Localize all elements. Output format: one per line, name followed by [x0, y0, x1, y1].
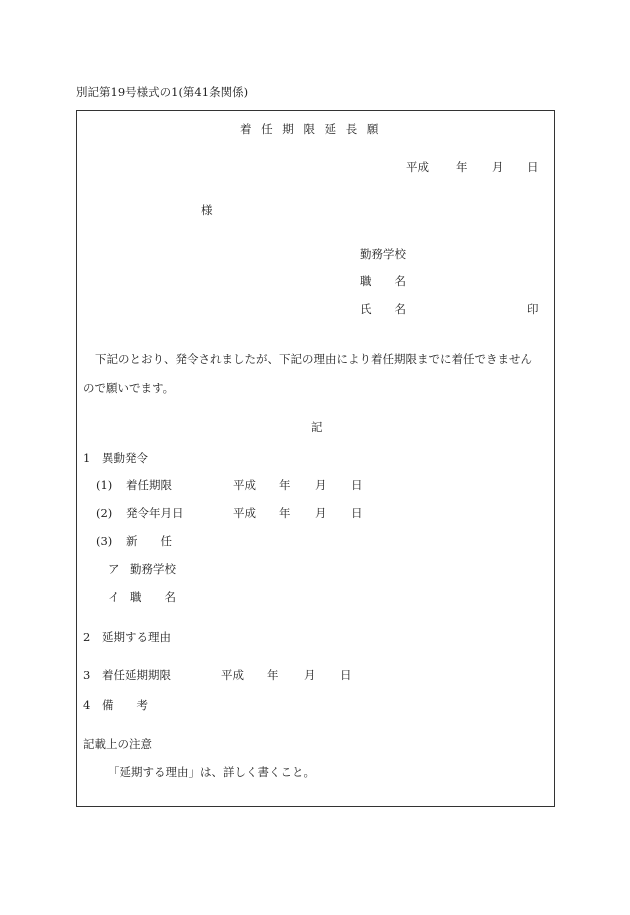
item-1-number: 1 [83, 451, 91, 465]
date-era: 平成 [406, 160, 429, 174]
sub-1-day: 日 [351, 478, 363, 492]
body-text-line1: 下記のとおり、発令されましたが、下記の理由により着任期限までに着任できません [95, 352, 532, 366]
date-day: 日 [527, 160, 539, 174]
form-title: 着 任 期 限 延 長 願 [240, 122, 379, 136]
item-4-number: 4 [83, 698, 91, 712]
sub-1-number: (1) [96, 478, 113, 492]
sub-1-era: 平成 [233, 478, 256, 492]
item-1-label: 異動発令 [102, 451, 148, 465]
ki-heading: 記 [311, 420, 323, 434]
sub-2-month: 月 [315, 506, 327, 520]
item-2-label: 延期する理由 [102, 630, 171, 644]
item-3-year: 年 [267, 668, 279, 682]
sub-a-label: 勤務学校 [130, 562, 176, 576]
position-label: 職 名 [360, 274, 406, 288]
sub-2-day: 日 [351, 506, 363, 520]
sub-2-year: 年 [279, 506, 291, 520]
sub-a-kana: ア [108, 562, 120, 576]
item-3-month: 月 [304, 668, 316, 682]
sub-3-label: 新 任 [126, 534, 172, 548]
sub-1-month: 月 [315, 478, 327, 492]
form-reference-note: 別記第19号様式の1(第41条関係) [76, 85, 249, 99]
name-label: 氏 名 [360, 302, 406, 316]
sub-1-year: 年 [279, 478, 291, 492]
item-3-number: 3 [83, 668, 91, 682]
item-3-day: 日 [340, 668, 352, 682]
date-year: 年 [456, 160, 468, 174]
sub-3-number: (3) [96, 534, 113, 548]
item-3-era: 平成 [221, 668, 244, 682]
item-2-number: 2 [83, 630, 91, 644]
date-month: 月 [492, 160, 504, 174]
notes-text: 「延期する理由」は、詳しく書くこと。 [108, 765, 315, 779]
body-text-line2: ので願いでます。 [83, 381, 175, 395]
item-4-label: 備 考 [102, 698, 148, 712]
sub-2-era: 平成 [233, 506, 256, 520]
school-label: 勤務学校 [360, 247, 406, 261]
sub-i-label: 職 名 [130, 590, 176, 604]
seal-mark: 印 [527, 302, 539, 316]
item-3-label: 着任延期期限 [102, 668, 171, 682]
addressee-suffix: 様 [201, 203, 213, 217]
sub-1-label: 着任期限 [126, 478, 172, 492]
sub-2-label: 発令年月日 [126, 506, 184, 520]
sub-2-number: (2) [96, 506, 113, 520]
notes-heading: 記載上の注意 [83, 737, 152, 751]
sub-i-kana: イ [108, 590, 120, 604]
